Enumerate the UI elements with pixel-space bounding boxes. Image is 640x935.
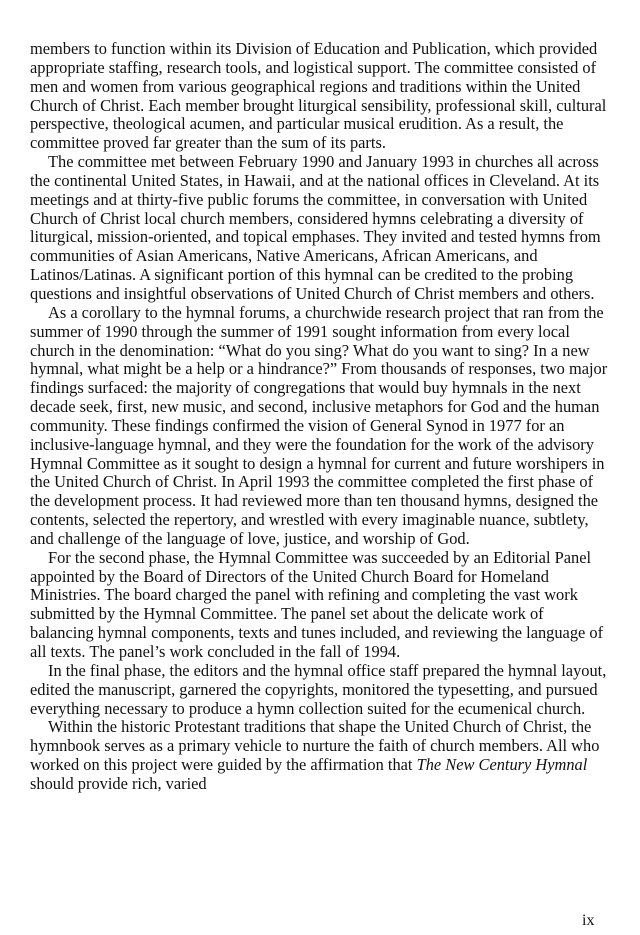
paragraph-final-phase: In the final phase, the editors and the hymnal office staff prepared the hymnal layout, edited the manuscript, garnered the copyrights, monitored the typesetting, and pursued everything necessary to produce a hymn collection suited for the ecumenical church. [30,660,607,718]
hymnal-title: The New Century Hymnal [416,755,588,775]
paragraph-protestant-traditions [30,718,610,793]
traditions-text-start: Within the historic Protestant traditions that shape the United Church of Christ, the hymnbook serves as a primary vehicle to nurture the faith of church members. All who worked on this project were guided by the affirmation that [30,717,600,775]
paragraph-research-project: As a corollary to the hymnal forums, a churchwide research project that ran from the summer of 1990 through the summer of 1991 sought information from every local church in the denomination: “What do you sing? What do you want to sing? In a new hymnal, what might be a help or a hindrance?” From thousands of responses, two major findings surfaced: the majority of congregations that would buy hymnals in the next decade seek, first, new music, and second, inclusive metaphors for God and the human community. These findings confirmed the vision of General Synod in 1977 for an inclusive-language hymnal, and they were the foundation for the work of the advisory Hymnal Committee as it sought to design a hymnal for current and future worshipers in the United Church of Christ. In April 1993 the committee completed the first phase of the development process. It had reviewed more than ten thousand hymns, designed the contents, selected the repertory, and wrestled with every imaginable nuance, subtlety, and challenge of the language of love, justice, and worship of God. [30,302,608,548]
paragraph-continuation: members to function within its Division of Education and Publication, which provided appropriate staffing, research tools, and logistical support. The committee consisted of men and women from various geographical regions and traditions within the United Church of Christ. Each member brought liturgical sensibility, professional skill, cultural perspective, theological acumen, and particular musical erudition. As a result, the committee proved far greater than the sum of its parts. [30,39,607,153]
traditions-text-end: should provide rich, varied [30,773,207,793]
page-number: ix [582,912,595,929]
paragraph-committee-meetings: The committee met between February 1990 and January 1993 in churches all across the continental United States, in Hawaii, and at the national offices in Cleveland. At its meetings and at thirty-five public forums the committee, in conversation with United Church of Christ local church members, considered hymns celebrating a diversity of liturgical, mission-oriented, and topical emphases. They invited and tested hymns from communities of Asian Americans, Native Americans, African Americans, and Latinos/Latinas. A significant portion of this hymnal can be credited to the probing questions and insightful observations of United Church of Christ members and others. [30,152,601,303]
paragraph-second-phase: For the second phase, the Hymnal Committee was succeeded by an Editorial Panel appointed by the Board of Directors of the United Church Board for Homeland Ministries. The board charged the panel with refining and completing the vast work submitted by the Hymnal Committee. The panel set about the delicate work of balancing hymnal components, texts and tunes included, and reviewing the language of all texts. The panel’s work concluded in the fall of 1994. [30,547,604,661]
body-text [30,40,610,794]
